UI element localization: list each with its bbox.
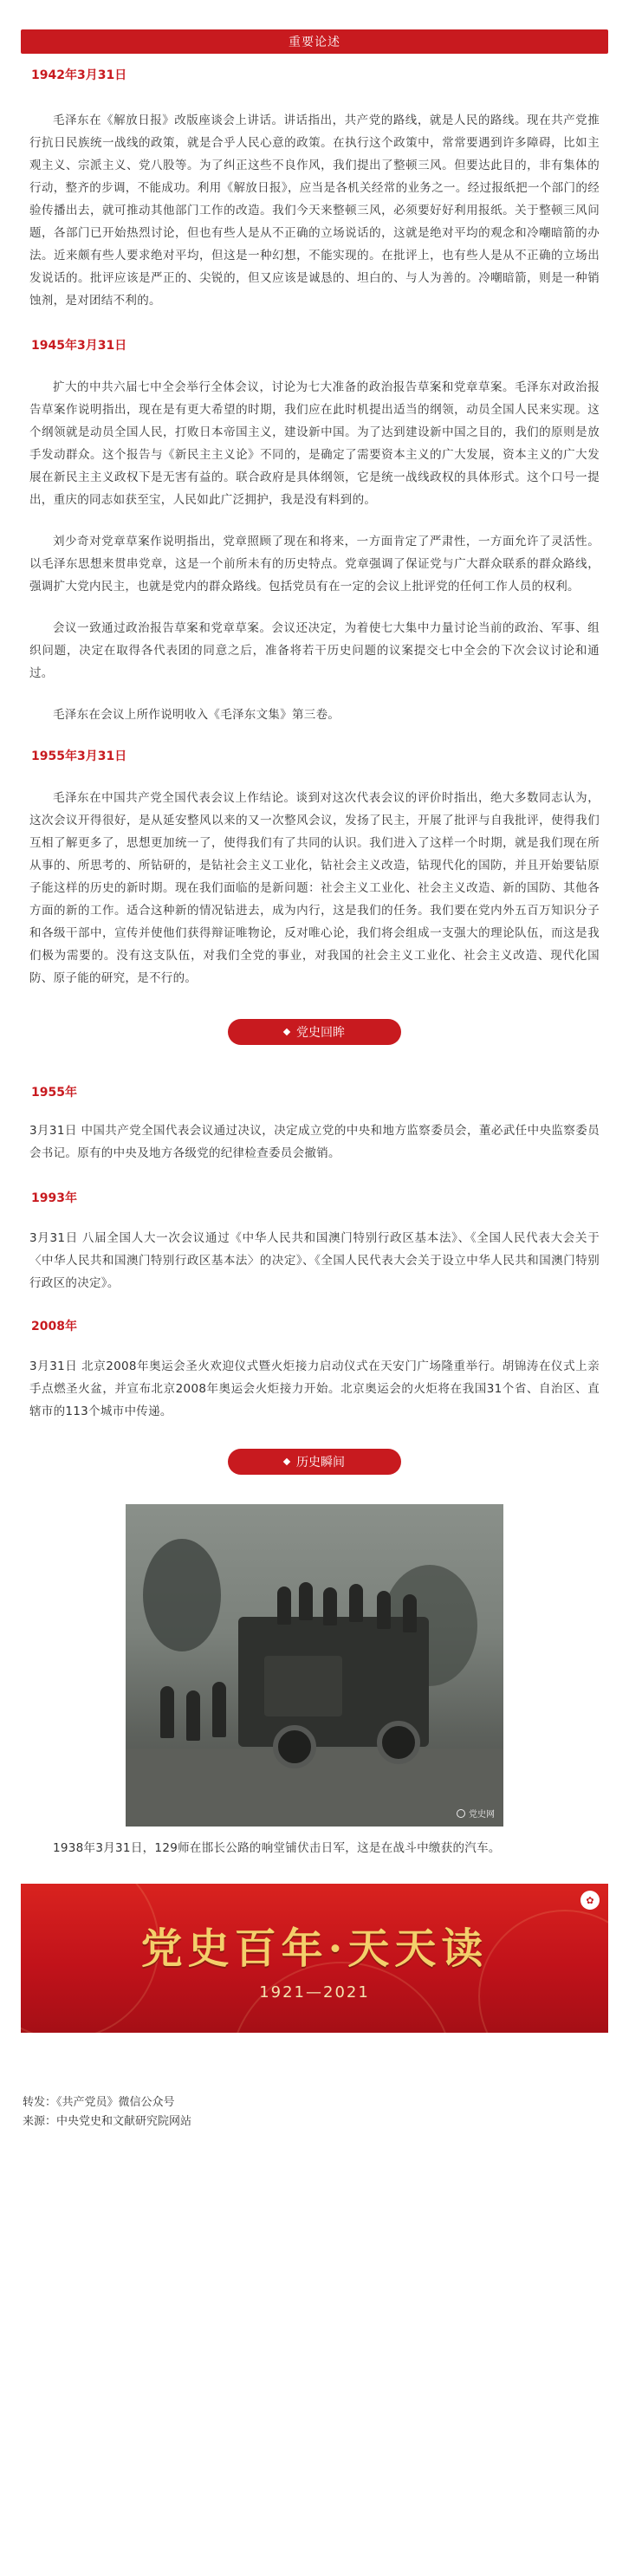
poster-years: 1921—2021 bbox=[259, 1983, 370, 2002]
history-moment-pill bbox=[228, 1449, 401, 1475]
paragraph-1955: 毛泽东在中国共产党全国代表会议上作结论。谈到对这次代表会议的评价时指出，绝大多数同志认为，这次会议开得很好，是从延安整风以来的又一次整风会议，发扬了民主，开展了批评与自我批评，使得我们互相了解更多了，思想更加统一了，使得我们有了共同的认识。我们进入了这样一个时期，就是我们现在所从事的、所思考的、所钻研的，是钻社会主义工业化，钻社会主义改造，钻现代化的国防，并且开始要钻原子能这样的历史的新时期。现在我们面临的是新问题：社会主义工业化、社会主义改造、新的国防、其他各方面的新的工作。适合这种新的情况钻进去，成为内行，这是我们的任务。我们要在党内外五百万知识分子和各级干部中，宣传并使他们获得辩证唯物论，反对唯心论，我们将会组成一支强大的理论队伍，而这是我们极为需要的。没有这支队伍，对我们全党的事业，对我国的社会主义工业化、社会主义改造、现代化国防、原子能的研究，是不行的。 bbox=[29, 791, 600, 985]
watermark-icon bbox=[457, 1809, 465, 1818]
paragraph-1945-d: 毛泽东在会议上所作说明收入《毛泽东文集》第三卷。 bbox=[53, 708, 340, 722]
date-heading-1942: 1942年3月31日 bbox=[31, 68, 127, 82]
daily-reading-poster bbox=[21, 1884, 608, 2033]
section-banner-title: 重要论述 bbox=[289, 36, 340, 49]
photo-watermark bbox=[457, 1807, 495, 1820]
poster-corner-icon: ✿ bbox=[580, 1891, 600, 1910]
paragraph-1945-c: 会议一致通过政治报告草案和党章草案。会议还决定，为着使七大集中力量讨论当前的政治、军事、组织问题，决定在取得各代表团的同意之后，准备将若干历史问题的议案提交七中全会的下次会议讨论和通过。 bbox=[29, 621, 600, 680]
history-moment-header bbox=[21, 1449, 608, 1475]
review-text-1955: 3月31日 中国共产党全国代表会议通过决议，决定成立党的中央和地方监察委员会，董必武任中央监察委员会书记。原有的中央及地方各级党的纪律检查委员会撤销。 bbox=[29, 1124, 600, 1160]
history-review-header bbox=[21, 1019, 608, 1045]
historical-photo bbox=[126, 1504, 503, 1827]
review-year-1955: 1955年 bbox=[31, 1086, 77, 1100]
paragraph-1942: 毛泽东在《解放日报》改版座谈会上讲话。讲话指出，共产党的路线，就是人民的路线。现在共产党推行抗日民族统一战线的政策，就是合乎人民心意的政策。在执行这个政策中，常常要遇到许多障碍，比如主观主义、宗派主义、党八股等。为了纠正这些不良作风，我们提出了整顿三风。但要达此目的，非有集体的行动，整齐的步调，不能成功。利用《解放日报》，应当是各机关经常的业务之一。经过报纸把一个部门的经验传播出去，就可推动其他部门工作的改造。我们今天来整顿三风，必须要好好利用报纸。关于整顿三风问题，各部门已开始热烈讨论，但也有些人是从不正确的立场说话的，这就是绝对平均的观念和冷嘲暗箭的办法。近来颇有些人要求绝对平均，但这是一种幻想，不能实现的。在批评上，也有些人是从不正确的立场出发说话的。批评应该是严正的、尖锐的，但又应该是诚恳的、坦白的、与人为善的。冷嘲暗箭，则是一种销蚀剂，是对团结不利的。 bbox=[29, 114, 600, 308]
review-year-2008: 2008年 bbox=[31, 1320, 77, 1333]
poster-title: 党史百年·天天读 bbox=[140, 1924, 489, 1973]
diamond-icon bbox=[283, 1028, 290, 1035]
diamond-icon bbox=[283, 1458, 290, 1465]
date-heading-1945: 1945年3月31日 bbox=[31, 339, 127, 353]
photo-caption: 1938年3月31日，129师在邯长公路的响堂铺伏击日军，这是在战斗中缴获的汽车。 bbox=[53, 1841, 501, 1855]
source-credit: 来源：中央党史和文献研究院网站 bbox=[23, 2115, 192, 2128]
paragraph-1945-b: 刘少奇对党章草案作说明指出，党章照顾了现在和将来，一方面肯定了严肃性，一方面允许了灵活性。以毛泽东思想来贯串党章，这是一个前所未有的历史特点。党章强调了保证党与广大群众联系的群众路线，强调扩大党内民主，也就是党内的群众路线。包括党员有在一定的会议上批评党的任何工作人员的权利。 bbox=[29, 535, 600, 594]
history-review-label: 党史回眸 bbox=[296, 1026, 345, 1040]
section-banner bbox=[21, 29, 608, 54]
review-year-1993: 1993年 bbox=[31, 1191, 77, 1205]
paragraph-1945-a: 扩大的中共六届七中全会举行全体会议，讨论为七大准备的政治报告草案和党章草案。毛泽东对政治报告草案作说明指出，现在是有更大希望的时期，我们应在此时机提出适当的纲领，动员全国人民来实现。这个纲领就是动员全国人民，打败日本帝国主义，建设新中国。为了达到建设新中国之目的，我们的原则是放手发动群众。这个报告与《新民主主义论》不同的，是确定了需要资本主义的广大发展，资本主义的广大发展在新民主主义政权下是无害有益的。联合政府是具体纲领，它是统一战线政权的具体形式。这个口号一提出，重庆的同志如获至宝，人民如此广泛拥护，我是没有料到的。 bbox=[29, 380, 600, 507]
photo-watermark-text: 党史网 bbox=[469, 1810, 495, 1820]
date-heading-1955: 1955年3月31日 bbox=[31, 749, 127, 763]
history-moment-label: 历史瞬间 bbox=[296, 1456, 345, 1470]
review-text-2008: 3月31日 北京2008年奥运会圣火欢迎仪式暨火炬接力启动仪式在天安门广场隆重举行。胡锦涛在仪式上亲手点燃圣火盆，并宣布北京2008年奥运会火炬接力开始。北京奥运会的火炬将在我国31个省、自治区、直辖市的113个城市中传递。 bbox=[29, 1359, 600, 1418]
review-text-1993: 3月31日 八届全国人大一次会议通过《中华人民共和国澳门特别行政区基本法》、《全国人民代表大会关于〈中华人民共和国澳门特别行政区基本法〉的决定》、《全国人民代表大会关于设立中华人民共和国澳门特别行政区的决定》。 bbox=[29, 1231, 600, 1290]
history-review-pill bbox=[228, 1019, 401, 1045]
repost-credit: 转发：《共产党员》微信公众号 bbox=[23, 2096, 175, 2109]
